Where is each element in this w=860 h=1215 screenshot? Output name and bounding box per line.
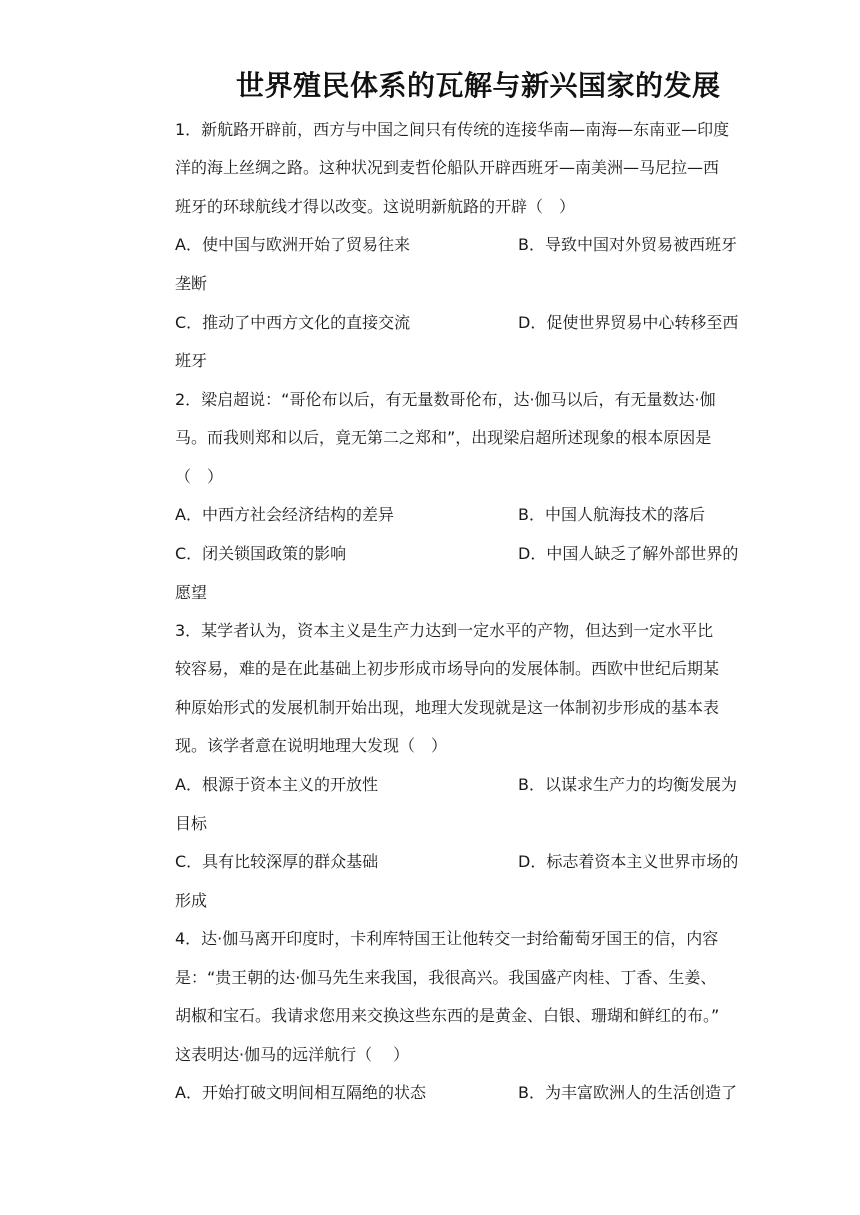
q4-stem-line-3: 胡椒和宝石。我请求您用来交换这些东西的是黄金、白银、珊瑚和鲜红的布。”: [175, 1006, 720, 1025]
q4-stem-line-4: 这表明达·伽马的远洋航行（ ）: [175, 1045, 410, 1064]
q2-option-c: C．闭关锁国政策的影响: [175, 544, 347, 563]
q3-stem-line-3: 种原始形式的发展机制开始出现，地理大发现就是这一体制初步形成的基本表: [175, 698, 720, 717]
q3-option-c: C．具有比较深厚的群众基础: [175, 852, 379, 871]
q1-option-a: A．使中国与欧洲开始了贸易往来: [175, 235, 410, 254]
q4-option-b: B．为丰富欧洲人的生活创造了: [518, 1083, 737, 1102]
q3-option-b-wrap: 目标: [175, 814, 208, 833]
q2-stem-line-3: （ ）: [175, 467, 224, 486]
q2-option-d-wrap: 愿望: [175, 583, 208, 602]
q2-option-b: B．中国人航海技术的落后: [518, 505, 705, 524]
q2-option-a: A．中西方社会经济结构的差异: [175, 505, 394, 524]
q2-option-d: D．中国人缺乏了解外部世界的: [518, 544, 739, 563]
q1-option-c: C．推动了中西方文化的直接交流: [175, 313, 411, 332]
q1-option-d: D．促使世界贸易中心转移至西: [518, 313, 739, 332]
q1-stem-line-1: 1．新航路开辟前，西方与中国之间只有传统的连接华南—南海—东南亚—印度: [175, 120, 730, 139]
q3-option-d: D．标志着资本主义世界市场的: [518, 852, 739, 871]
q2-stem-line-1: 2．梁启超说：“哥伦布以后，有无量数哥伦布，达·伽马以后，有无量数达·伽: [175, 390, 716, 409]
q1-option-d-wrap: 班牙: [175, 351, 208, 370]
q4-option-a: A．开始打破文明间相互隔绝的状态: [175, 1083, 426, 1102]
q3-option-a: A．根源于资本主义的开放性: [175, 775, 378, 794]
q1-stem-line-2: 洋的海上丝绸之路。这种状况到麦哲伦船队开辟西班牙—南美洲—马尼拉—西: [175, 158, 720, 177]
q4-stem-line-1: 4．达·伽马离开印度时，卡利库特国王让他转交一封给葡萄牙国王的信，内容: [175, 929, 719, 948]
q3-stem-line-1: 3．某学者认为，资本主义是生产力达到一定水平的产物，但达到一定水平比: [175, 621, 714, 640]
q3-stem-line-2: 较容易，难的是在此基础上初步形成市场导向的发展体制。西欧中世纪后期某: [175, 659, 720, 678]
q1-option-b-wrap: 垄断: [175, 274, 208, 293]
q3-option-b: B．以谋求生产力的均衡发展为: [518, 775, 737, 794]
q4-stem-line-2: 是：“贵王朝的达·伽马先生来我国，我很高兴。我国盛产肉桂、丁香、生姜、: [175, 968, 717, 987]
q3-stem-line-4: 现。该学者意在说明地理大发现（ ）: [175, 736, 448, 755]
q2-stem-line-2: 马。而我则郑和以后，竟无第二之郑和”，出现梁启超所述现象的根本原因是: [175, 428, 712, 447]
q1-stem-line-3: 班牙的环球航线才得以改变。这说明新航路的开辟（ ）: [175, 197, 576, 216]
document-title: 世界殖民体系的瓦解与新兴国家的发展: [236, 69, 721, 102]
q3-option-d-wrap: 形成: [175, 891, 208, 910]
q1-option-b: B．导致中国对外贸易被西班牙: [518, 235, 737, 254]
